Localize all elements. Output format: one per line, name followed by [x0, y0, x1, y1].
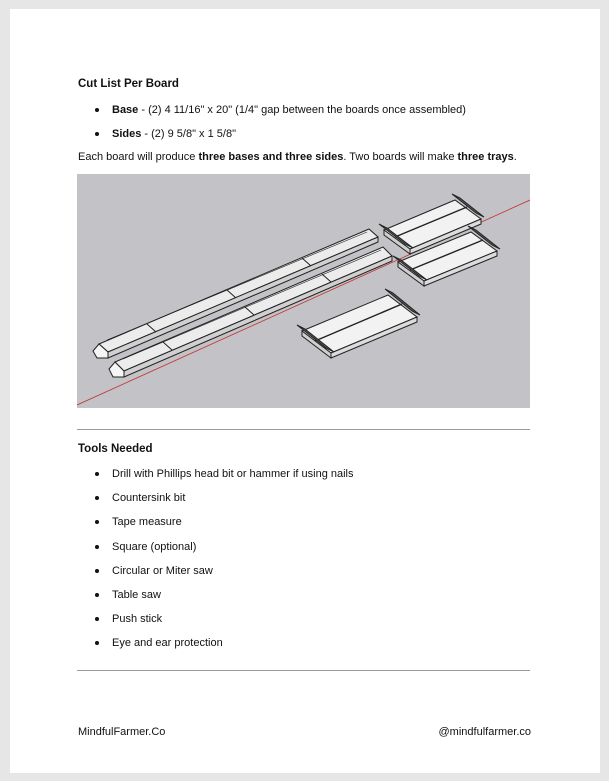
list-item: Eye and ear protection: [95, 636, 353, 660]
list-item: Push stick: [95, 612, 353, 636]
list-item: Tape measure: [95, 515, 353, 539]
list-item: Base - (2) 4 11/16" x 20" (1/4" gap between the boards once assembled): [95, 103, 466, 127]
tools-heading: Tools Needed: [78, 443, 153, 455]
summary-paragraph: Each board will produce three bases and three sides. Two boards will make three trays.: [78, 151, 517, 163]
board-layout-diagram: [77, 174, 530, 408]
cut-list: [95, 103, 466, 151]
divider: [77, 670, 530, 671]
list-item: Drill with Phillips head bit or hammer if using nails: [95, 467, 353, 491]
cut-list-heading: Cut List Per Board: [78, 78, 179, 90]
footer-handle: @mindfulfarmer.co: [438, 726, 531, 738]
footer-website: MindfulFarmer.Co: [78, 726, 166, 738]
list-item: Sides - (2) 9 5/8" x 1 5/8": [95, 127, 466, 151]
list-item: Circular or Miter saw: [95, 564, 353, 588]
list-item: Square (optional): [95, 540, 353, 564]
board-cut-illustration: [77, 174, 530, 408]
list-item: Table saw: [95, 588, 353, 612]
tools-list: [95, 467, 353, 661]
divider: [77, 429, 530, 430]
document-page: [10, 9, 600, 773]
list-item: Countersink bit: [95, 491, 353, 515]
